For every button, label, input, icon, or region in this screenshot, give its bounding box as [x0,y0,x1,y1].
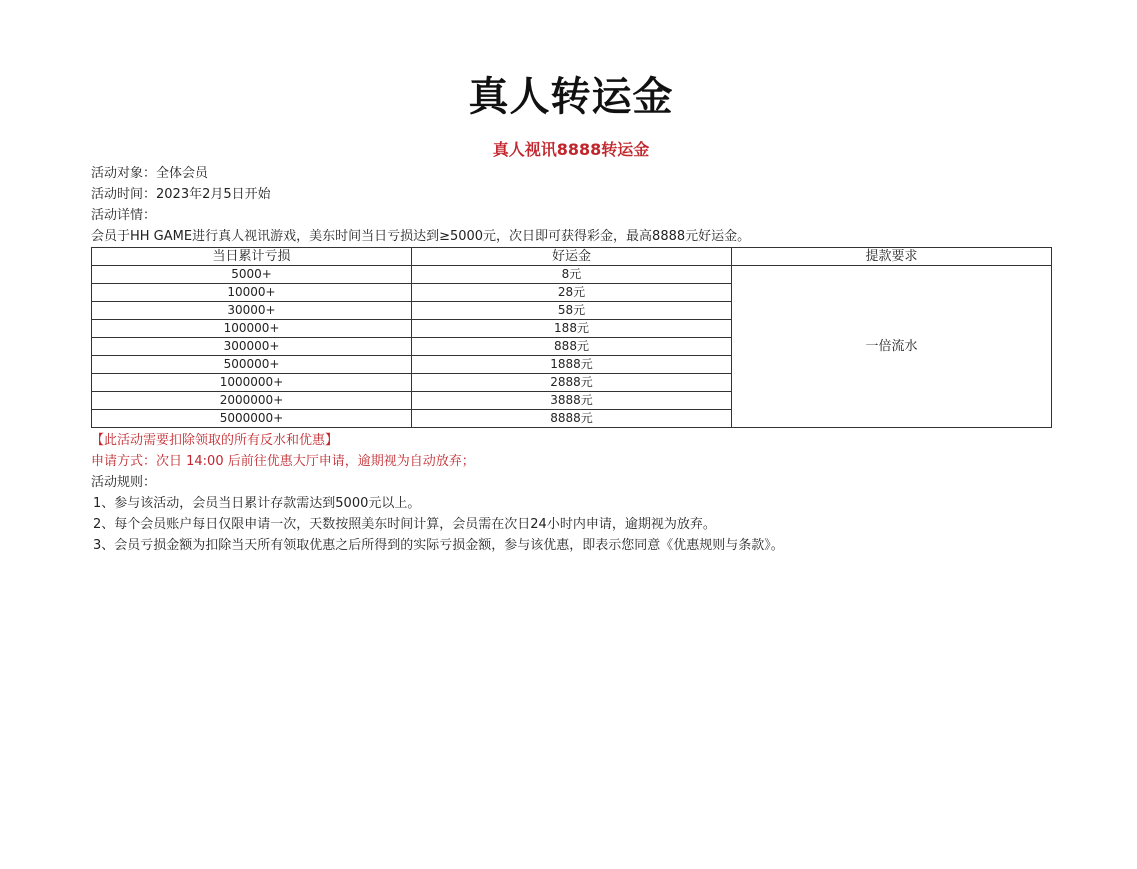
bonus-cell: 888元 [412,338,732,356]
loss-cell: 5000000+ [92,410,412,428]
activity-info [91,163,1051,247]
table-row [92,266,1052,284]
rule-item: 1、参与该活动，会员当日累计存款需达到5000元以上。 [93,496,421,511]
loss-cell: 10000+ [92,284,412,302]
bonus-cell: 3888元 [412,392,732,410]
header-withdraw-requirement: 提款要求 [732,248,1052,266]
withdraw-requirement-cell: 一倍流水 [732,266,1052,428]
loss-cell: 30000+ [92,302,412,320]
apply-method: 申请方式：次日 14:00 后前往优惠大厅申请，逾期视为自动放弃； [91,454,475,469]
activity-target: 活动对象：全体会员 [91,166,209,181]
loss-cell: 1000000+ [92,374,412,392]
loss-cell: 2000000+ [92,392,412,410]
activity-description: 会员于HH GAME进行真人视讯游戏，美东时间当日亏损达到≥5000元，次日即可获得彩金，最高8888元好运金。 [91,229,751,244]
activity-time: 活动时间：2023年2月5日开始 [91,187,271,202]
header-bonus: 好运金 [412,248,732,266]
activity-notes [91,430,1051,556]
bonus-cell: 8888元 [412,410,732,428]
bonus-cell: 28元 [412,284,732,302]
bonus-cell: 1888元 [412,356,732,374]
loss-cell: 300000+ [92,338,412,356]
rebate-table [91,247,1052,428]
loss-cell: 500000+ [92,356,412,374]
rules-label: 活动规则： [91,475,157,490]
bonus-cell: 58元 [412,302,732,320]
activity-details-label: 活动详情： [91,208,157,223]
rule-item: 3、会员亏损金额为扣除当天所有领取优惠之后所得到的实际亏损金额，参与该优惠，即表示您同意《优惠规则与条款》。 [93,538,784,553]
header-daily-loss: 当日累计亏损 [92,248,412,266]
rule-item: 2、每个会员账户每日仅限申请一次，天数按照美东时间计算，会员需在次日24小时内申请，逾期视为放弃。 [93,517,716,532]
bonus-cell: 2888元 [412,374,732,392]
page-subtitle: 真人视讯8888转运金 [492,140,650,159]
page-title: 真人转运金 [468,74,674,120]
loss-cell: 100000+ [92,320,412,338]
bonus-cell: 8元 [412,266,732,284]
deduction-notice: 【此活动需要扣除领取的所有反水和优惠】 [91,433,339,448]
loss-cell: 5000+ [92,266,412,284]
bonus-cell: 188元 [412,320,732,338]
table-header-row [92,248,1052,266]
